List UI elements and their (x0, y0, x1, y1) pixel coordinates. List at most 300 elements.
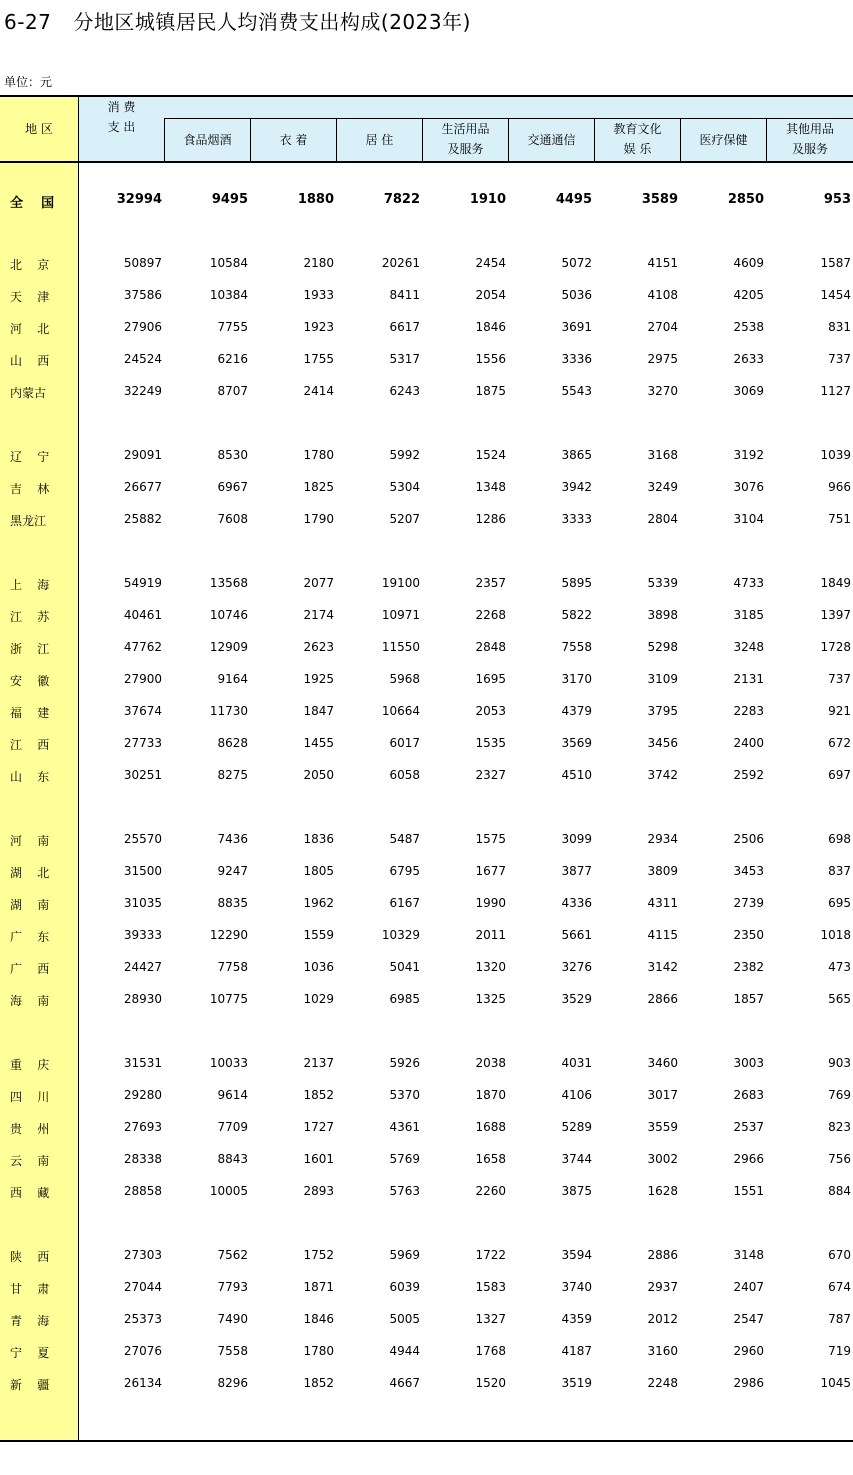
cell-housing: 20261 (381, 256, 420, 270)
cell-clothing: 1880 (297, 192, 334, 207)
header-household (423, 119, 508, 159)
region-name: 重 庆 (10, 1058, 50, 1072)
data-table (0, 95, 853, 1442)
cell-clothing: 1601 (303, 1152, 334, 1166)
cell-food: 8275 (217, 768, 248, 782)
header-other (767, 119, 853, 159)
table-row (0, 477, 853, 499)
cell-transport: 3877 (561, 864, 592, 878)
table-row (0, 605, 853, 627)
cell-education: 3168 (647, 448, 678, 462)
region-name: 天 津 (10, 290, 50, 304)
cell-other: 953 (823, 192, 851, 207)
cell-clothing: 1871 (303, 1280, 334, 1294)
cell-total: 25882 (123, 512, 162, 526)
cell-household: 2268 (475, 608, 506, 622)
cell-medical: 1857 (733, 992, 764, 1006)
cell-food: 8628 (217, 736, 248, 750)
cell-household: 1846 (475, 320, 506, 334)
table-number: 6-27 (4, 10, 52, 34)
cell-other: 695 (828, 896, 851, 910)
cell-food: 6216 (217, 352, 248, 366)
cell-household: 1695 (475, 672, 506, 686)
cell-other: 719 (828, 1344, 851, 1358)
cell-medical: 2592 (733, 768, 764, 782)
cell-education: 4115 (647, 928, 678, 942)
cell-food: 7436 (217, 832, 248, 846)
cell-housing: 5304 (389, 480, 420, 494)
cell-clothing: 1805 (303, 864, 334, 878)
cell-total: 32249 (123, 384, 162, 398)
cell-housing: 6795 (389, 864, 420, 878)
region-name: 湖 北 (10, 866, 50, 880)
cell-other: 751 (828, 512, 851, 526)
cell-other: 698 (828, 832, 851, 846)
cell-household: 1722 (475, 1248, 506, 1262)
header-total-line2: 支 出 (107, 120, 136, 134)
cell-household: 2848 (475, 640, 506, 654)
cell-transport: 3529 (561, 992, 592, 1006)
cell-food: 6967 (217, 480, 248, 494)
cell-total: 25373 (123, 1312, 162, 1326)
cell-food: 8530 (217, 448, 248, 462)
cell-transport: 3740 (561, 1280, 592, 1294)
region-name: 湖 南 (10, 898, 50, 912)
cell-total: 28930 (123, 992, 162, 1006)
cell-transport: 3519 (561, 1376, 592, 1390)
cell-transport: 3691 (561, 320, 592, 334)
cell-education: 3456 (647, 736, 678, 750)
cell-housing: 8411 (389, 288, 420, 302)
cell-total: 27693 (123, 1120, 162, 1134)
cell-medical: 3192 (733, 448, 764, 462)
cell-total: 27044 (123, 1280, 162, 1294)
table-row (0, 925, 853, 947)
cell-food: 7758 (217, 960, 248, 974)
cell-medical: 2537 (733, 1120, 764, 1134)
cell-transport: 4106 (561, 1088, 592, 1102)
cell-education: 3742 (647, 768, 678, 782)
cell-housing: 5370 (389, 1088, 420, 1102)
region-name: 安 徽 (10, 674, 50, 688)
cell-education: 3002 (647, 1152, 678, 1166)
cell-housing: 6243 (389, 384, 420, 398)
cell-total: 47762 (123, 640, 162, 654)
table-row (0, 1245, 853, 1267)
cell-medical: 1551 (733, 1184, 764, 1198)
cell-household: 1677 (475, 864, 506, 878)
cell-transport: 4187 (561, 1344, 592, 1358)
cell-other: 1397 (820, 608, 851, 622)
cell-food: 10384 (209, 288, 248, 302)
cell-clothing: 1836 (303, 832, 334, 846)
header-household-line2: 及服务 (447, 142, 484, 156)
cell-clothing: 1727 (303, 1120, 334, 1134)
cell-household: 1870 (475, 1088, 506, 1102)
cell-education: 2937 (647, 1280, 678, 1294)
cell-transport: 4336 (561, 896, 592, 910)
cell-education: 3270 (647, 384, 678, 398)
cell-transport: 5661 (561, 928, 592, 942)
table-row (0, 669, 853, 691)
cell-other: 1018 (820, 928, 851, 942)
cell-medical: 2506 (733, 832, 764, 846)
cell-food: 12909 (209, 640, 248, 654)
cell-household: 1875 (475, 384, 506, 398)
cell-clothing: 1925 (303, 672, 334, 686)
cell-food: 10746 (209, 608, 248, 622)
table-row (0, 765, 853, 787)
region-name: 河 南 (10, 834, 50, 848)
cell-household: 1556 (475, 352, 506, 366)
cell-household: 1658 (475, 1152, 506, 1166)
header-other-line1: 其他用品 (785, 122, 834, 136)
cell-total: 26134 (123, 1376, 162, 1390)
cell-total: 50897 (123, 256, 162, 270)
cell-food: 9247 (217, 864, 248, 878)
cell-housing: 10664 (381, 704, 420, 718)
cell-clothing: 1847 (303, 704, 334, 718)
region-name: 四 川 (10, 1090, 50, 1104)
cell-other: 565 (828, 992, 851, 1006)
region-name: 海 南 (10, 994, 50, 1008)
cell-housing: 19100 (381, 576, 420, 590)
cell-household: 1325 (475, 992, 506, 1006)
cell-education: 3809 (647, 864, 678, 878)
cell-food: 10775 (209, 992, 248, 1006)
cell-other: 1039 (820, 448, 851, 462)
cell-education: 5298 (647, 640, 678, 654)
cell-housing: 5317 (389, 352, 420, 366)
table-row (0, 829, 853, 851)
cell-housing: 6167 (389, 896, 420, 910)
cell-medical: 4205 (733, 288, 764, 302)
cell-medical: 2683 (733, 1088, 764, 1102)
cell-household: 1768 (475, 1344, 506, 1358)
cell-food: 9164 (217, 672, 248, 686)
header-medical: 医疗保健 (699, 133, 748, 147)
table-row (0, 285, 853, 307)
cell-other: 921 (828, 704, 851, 718)
header-clothing: 衣 着 (279, 133, 308, 147)
cell-food: 8835 (217, 896, 248, 910)
cell-clothing: 2050 (303, 768, 334, 782)
cell-household: 1688 (475, 1120, 506, 1134)
cell-housing: 6058 (389, 768, 420, 782)
cell-total: 37674 (123, 704, 162, 718)
region-name: 江 西 (10, 738, 50, 752)
region-name: 广 西 (10, 962, 50, 976)
cell-food: 11730 (209, 704, 248, 718)
table-row (0, 893, 853, 915)
region-name: 山 东 (10, 770, 50, 784)
cell-transport: 3336 (561, 352, 592, 366)
cell-education: 2012 (647, 1312, 678, 1326)
cell-total: 27900 (123, 672, 162, 686)
cell-clothing: 1852 (303, 1088, 334, 1102)
cell-transport: 4510 (561, 768, 592, 782)
cell-household: 1286 (475, 512, 506, 526)
region-name: 青 海 (10, 1314, 50, 1328)
cell-transport: 5895 (561, 576, 592, 590)
cell-medical: 3076 (733, 480, 764, 494)
cell-medical: 2986 (733, 1376, 764, 1390)
cell-medical: 2966 (733, 1152, 764, 1166)
cell-education: 3109 (647, 672, 678, 686)
cell-housing: 5487 (389, 832, 420, 846)
header-transport: 交通通信 (527, 133, 576, 147)
cell-other: 473 (828, 960, 851, 974)
table-row (0, 509, 853, 531)
region-name: 福 建 (10, 706, 50, 720)
cell-food: 7793 (217, 1280, 248, 1294)
cell-total: 31500 (123, 864, 162, 878)
cell-medical: 2850 (727, 192, 764, 207)
cell-other: 769 (828, 1088, 851, 1102)
cell-transport: 3942 (561, 480, 592, 494)
cell-clothing: 2180 (303, 256, 334, 270)
cell-transport: 3594 (561, 1248, 592, 1262)
cell-total: 29280 (123, 1088, 162, 1102)
cell-transport: 5072 (561, 256, 592, 270)
header-bottom-rule (0, 161, 853, 163)
table-row (0, 1149, 853, 1171)
cell-housing: 4944 (389, 1344, 420, 1358)
cell-household: 1320 (475, 960, 506, 974)
cell-other: 1849 (820, 576, 851, 590)
cell-clothing: 1933 (303, 288, 334, 302)
cell-transport: 3170 (561, 672, 592, 686)
table-row (0, 1309, 853, 1331)
cell-household: 2038 (475, 1056, 506, 1070)
page-title (4, 6, 471, 35)
region-name: 全 国 (10, 196, 55, 211)
cell-household: 2053 (475, 704, 506, 718)
region-name: 甘 肃 (10, 1282, 50, 1296)
header-housing: 居 住 (365, 133, 394, 147)
cell-medical: 3185 (733, 608, 764, 622)
cell-clothing: 1852 (303, 1376, 334, 1390)
cell-housing: 4361 (389, 1120, 420, 1134)
cell-clothing: 2137 (303, 1056, 334, 1070)
cell-other: 1587 (820, 256, 851, 270)
unit-label: 单位：元 (4, 75, 53, 89)
cell-housing: 5763 (389, 1184, 420, 1198)
cell-education: 2804 (647, 512, 678, 526)
cell-medical: 2739 (733, 896, 764, 910)
cell-other: 831 (828, 320, 851, 334)
table-row (0, 733, 853, 755)
cell-medical: 4733 (733, 576, 764, 590)
cell-education: 4151 (647, 256, 678, 270)
cell-clothing: 1029 (303, 992, 334, 1006)
cell-housing: 5005 (389, 1312, 420, 1326)
cell-clothing: 2893 (303, 1184, 334, 1198)
table-row (0, 861, 853, 883)
header-region: 地 区 (25, 122, 53, 136)
cell-housing: 6985 (389, 992, 420, 1006)
cell-education: 2248 (647, 1376, 678, 1390)
cell-transport: 3276 (561, 960, 592, 974)
cell-medical: 3248 (733, 640, 764, 654)
cell-food: 7709 (217, 1120, 248, 1134)
table-row (0, 1373, 853, 1395)
cell-medical: 4609 (733, 256, 764, 270)
cell-household: 2327 (475, 768, 506, 782)
cell-other: 737 (828, 672, 851, 686)
cell-clothing: 2077 (303, 576, 334, 590)
cell-household: 1583 (475, 1280, 506, 1294)
cell-other: 884 (828, 1184, 851, 1198)
cell-clothing: 2174 (303, 608, 334, 622)
cell-total: 26677 (123, 480, 162, 494)
cell-clothing: 1752 (303, 1248, 334, 1262)
cell-food: 8707 (217, 384, 248, 398)
cell-education: 3898 (647, 608, 678, 622)
table-row (0, 1053, 853, 1075)
cell-clothing: 1755 (303, 352, 334, 366)
cell-food: 8296 (217, 1376, 248, 1390)
cell-transport: 3333 (561, 512, 592, 526)
header-other-line2: 及服务 (791, 142, 828, 156)
cell-food: 7608 (217, 512, 248, 526)
cell-housing: 10329 (381, 928, 420, 942)
table-row (0, 1085, 853, 1107)
cell-food: 9614 (217, 1088, 248, 1102)
cell-household: 1535 (475, 736, 506, 750)
cell-education: 3249 (647, 480, 678, 494)
cell-food: 9495 (211, 192, 248, 207)
cell-medical: 2400 (733, 736, 764, 750)
cell-food: 7558 (217, 1344, 248, 1358)
header-education (595, 119, 680, 159)
cell-education: 5339 (647, 576, 678, 590)
cell-transport: 3744 (561, 1152, 592, 1166)
cell-transport: 3099 (561, 832, 592, 846)
cell-total: 29091 (123, 448, 162, 462)
cell-total: 27303 (123, 1248, 162, 1262)
cell-other: 737 (828, 352, 851, 366)
cell-education: 2866 (647, 992, 678, 1006)
cell-transport: 3569 (561, 736, 592, 750)
cell-food: 7755 (217, 320, 248, 334)
cell-food: 10005 (209, 1184, 248, 1198)
header-education-line1: 教育文化 (613, 122, 662, 136)
cell-education: 3017 (647, 1088, 678, 1102)
table-row (0, 1277, 853, 1299)
cell-clothing: 1036 (303, 960, 334, 974)
cell-total: 32994 (116, 192, 162, 207)
cell-total: 31531 (123, 1056, 162, 1070)
cell-other: 787 (828, 1312, 851, 1326)
cell-medical: 2350 (733, 928, 764, 942)
region-name: 黑龙江 (10, 514, 47, 528)
cell-household: 2357 (475, 576, 506, 590)
cell-medical: 2283 (733, 704, 764, 718)
region-name: 新 疆 (10, 1378, 50, 1392)
cell-clothing: 2623 (303, 640, 334, 654)
cell-food: 10584 (209, 256, 248, 270)
table-row (0, 573, 853, 595)
cell-total: 27906 (123, 320, 162, 334)
cell-household: 2260 (475, 1184, 506, 1198)
table-row (0, 1181, 853, 1203)
cell-other: 1127 (820, 384, 851, 398)
region-name: 北 京 (10, 258, 50, 272)
cell-medical: 3069 (733, 384, 764, 398)
cell-housing: 5992 (389, 448, 420, 462)
cell-household: 1575 (475, 832, 506, 846)
table-row (0, 1117, 853, 1139)
cell-education: 3559 (647, 1120, 678, 1134)
cell-housing: 6039 (389, 1280, 420, 1294)
cell-education: 4108 (647, 288, 678, 302)
cell-transport: 5036 (561, 288, 592, 302)
cell-housing: 4667 (389, 1376, 420, 1390)
header-education-line2: 娱 乐 (623, 142, 652, 156)
cell-education: 3142 (647, 960, 678, 974)
table-row (0, 1341, 853, 1363)
table-row (0, 637, 853, 659)
cell-other: 1728 (820, 640, 851, 654)
cell-food: 7490 (217, 1312, 248, 1326)
cell-food: 12290 (209, 928, 248, 942)
cell-transport: 5543 (561, 384, 592, 398)
region-name: 贵 州 (10, 1122, 50, 1136)
cell-housing: 5041 (389, 960, 420, 974)
cell-clothing: 1780 (303, 448, 334, 462)
cell-housing: 5207 (389, 512, 420, 526)
cell-medical: 2382 (733, 960, 764, 974)
cell-total: 25570 (123, 832, 162, 846)
table-row (0, 349, 853, 371)
cell-total: 39333 (123, 928, 162, 942)
region-name: 辽 宁 (10, 450, 50, 464)
cell-education: 2704 (647, 320, 678, 334)
cell-total: 40461 (123, 608, 162, 622)
cell-housing: 10971 (381, 608, 420, 622)
cell-education: 2934 (647, 832, 678, 846)
cell-housing: 7822 (383, 192, 420, 207)
table-row (0, 701, 853, 723)
cell-household: 2054 (475, 288, 506, 302)
cell-medical: 2633 (733, 352, 764, 366)
cell-medical: 3003 (733, 1056, 764, 1070)
cell-education: 3795 (647, 704, 678, 718)
cell-housing: 6017 (389, 736, 420, 750)
table-bottom-rule (0, 1440, 853, 1442)
cell-other: 966 (828, 480, 851, 494)
cell-household: 1327 (475, 1312, 506, 1326)
cell-transport: 4359 (561, 1312, 592, 1326)
region-name: 江 苏 (10, 610, 50, 624)
cell-total: 28858 (123, 1184, 162, 1198)
cell-transport: 5822 (561, 608, 592, 622)
cell-medical: 2407 (733, 1280, 764, 1294)
table-row (0, 381, 853, 403)
table-row (0, 989, 853, 1011)
cell-housing: 5969 (389, 1248, 420, 1262)
cell-total: 28338 (123, 1152, 162, 1166)
cell-household: 1520 (475, 1376, 506, 1390)
cell-total: 37586 (123, 288, 162, 302)
cell-clothing: 1825 (303, 480, 334, 494)
cell-total: 54919 (123, 576, 162, 590)
cell-housing: 5968 (389, 672, 420, 686)
cell-transport: 7558 (561, 640, 592, 654)
region-name: 陕 西 (10, 1250, 50, 1264)
cell-total: 27733 (123, 736, 162, 750)
